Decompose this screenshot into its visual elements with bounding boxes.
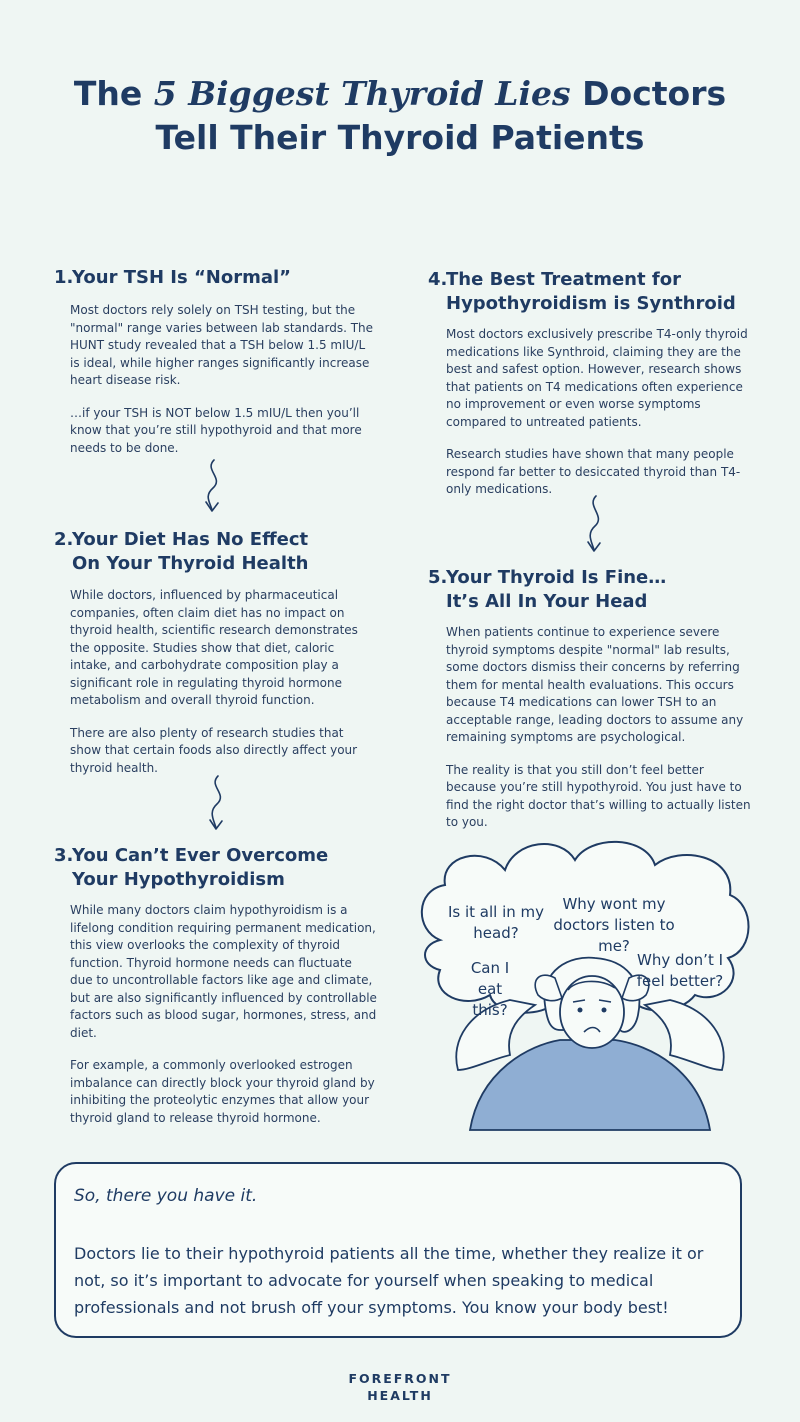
- title-line-1: The 5 Biggest Thyroid Lies Doctors: [73, 74, 727, 113]
- title-emphasis: 5 Biggest Thyroid Lies: [153, 74, 571, 113]
- section-5-body: When patients continue to experience severe thyroid symptoms despite "normal" lab results, some doctors dismiss their concerns by referring them for mental health evaluations. This occurs because T4 medications can lower TSH to an acceptable range, leading doctors to assume any remaining symptoms are psychological. The reality is that you still don’t feel better because you’re still hypothyroid. You just have to find the right doctor that’s willing to actually listen to you.: [446, 625, 751, 829]
- squiggle-arrow-icon: [578, 494, 614, 554]
- section-4-heading: 4. The Best Treatment for Hypothyroidism is Synthroid: [428, 269, 736, 314]
- thought-q1: Is it all in my head?: [447, 903, 545, 942]
- section-3-heading: 3. You Can’t Ever Overcome Your Hypothyroidism: [54, 845, 329, 890]
- section-2-body: While doctors, influenced by pharmaceutical companies, often claim diet has no impact on thyroid health, scientific research demonstrates the opposite. Studies show that diet, caloric intake, and carbohydrate composition play a significant role in regulating thyroid hormone metabolism and overall thyroid function. There are also plenty of research studies that show that certain foods also directly affect your thyroid health.: [70, 588, 358, 775]
- thought-q4: Why don’t I feel better?: [636, 951, 724, 990]
- summary-body: Doctors lie to their hypothyroid patients all the time, whether they realize it or not, so it’s important to advocate for yourself when speaking to medical professionals and not brush off your symptoms. You know your body best!: [74, 1244, 704, 1317]
- section-1-heading: 1. Your TSH Is “Normal”: [54, 267, 291, 288]
- section-5-heading: 5. Your Thyroid Is Fine… It’s All In Your Head: [428, 567, 667, 612]
- summary-lead: So, there you have it.: [74, 1186, 258, 1206]
- thought-q3: Why wont my doctors listen to me?: [553, 895, 675, 955]
- section-2-heading: 2. Your Diet Has No Effect On Your Thyroid Health: [54, 529, 309, 574]
- section-1-body: Most doctors rely solely on TSH testing, but the "normal" range varies between lab standards. The HUNT study revealed that a TSH below 1.5 mIU/L is ideal, while higher ranges significantly increase heart disease risk. …if your TSH is NOT below 1.5 mIU/L then you’ll know that you’re still hypothyroid and that more needs to be done.: [70, 303, 374, 455]
- section-3-body: While many doctors claim hypothyroidism is a lifelong condition requiring permanent medication, this view overlooks the complexity of thyroid function. Thyroid hormone needs can fluctuate due to uncontrollable factors like age and climate, but are also significantly influenced by controllable factors such as blood sugar, hormones, stress, and diet. For example, a commonly overlooked estrogen imbalance can directly block your thyroid gland by inhibiting the proteolytic enzymes that allow your thyroid gland to release thyroid hormone.: [70, 903, 377, 1125]
- summary-box: [54, 1162, 742, 1338]
- page-title: [0, 72, 800, 160]
- brand-logo: FOREFRONT HEALTH: [348, 1371, 452, 1403]
- squiggle-arrow-icon: [196, 458, 232, 514]
- section-4-body: Most doctors exclusively prescribe T4-only thyroid medications like Synthroid, claiming they are the best and safest option. However, research shows that patients on T4 medications often experience no improvement or even worse symptoms compared to untreated patients. Research studies have shown that many people respond far better to desiccated thyroid than T4-only medications.: [446, 327, 748, 496]
- title-line-2: Tell Their Thyroid Patients: [155, 118, 645, 157]
- thought-q2: Can I eat this?: [470, 959, 510, 1019]
- squiggle-arrow-icon: [200, 774, 236, 832]
